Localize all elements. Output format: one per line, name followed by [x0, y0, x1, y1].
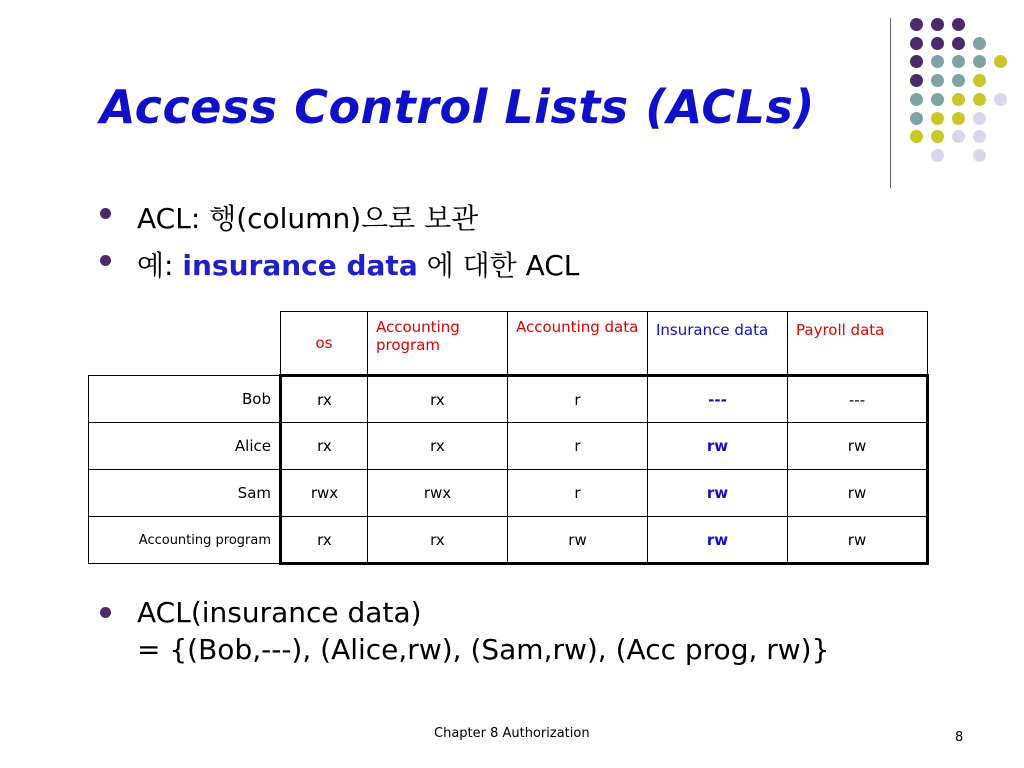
bullet-dot-icon — [100, 255, 111, 266]
decor-dot — [910, 93, 923, 106]
decor-dot — [931, 55, 944, 68]
table-cell: r — [508, 470, 648, 517]
decor-dot — [973, 55, 986, 68]
decor-dot — [973, 130, 986, 143]
table-row — [89, 470, 928, 517]
decor-dot — [931, 130, 944, 143]
decor-dot — [952, 112, 965, 125]
row-header-accounting-program: Accounting program — [89, 517, 281, 564]
decor-dot — [973, 149, 986, 162]
col-header-accounting-data: Accounting data — [508, 312, 648, 376]
col-header-os: os — [281, 312, 368, 376]
decor-dot — [973, 112, 986, 125]
table-cell: rx — [281, 423, 368, 470]
decor-dot — [973, 74, 986, 87]
table-header-row — [89, 312, 928, 376]
col-header-insurance-data: Insurance data — [648, 312, 788, 376]
decor-dot — [931, 93, 944, 106]
table-cell: rw — [648, 470, 788, 517]
bullet-text — [137, 596, 829, 666]
table-row — [89, 517, 928, 564]
bullet-text — [137, 244, 579, 284]
table-cell: rw — [788, 517, 928, 564]
bullet-line-2: = {(Bob,---), (Alice,rw), (Sam,rw), (Acc prog, rw)} — [137, 633, 830, 666]
table-cell: r — [508, 376, 648, 423]
table-cell: --- — [788, 376, 928, 423]
table-corner — [89, 312, 281, 376]
col-header-accounting-program: Accounting program — [368, 312, 508, 376]
decorative-dot-grid — [0, 0, 1024, 200]
table-row — [89, 423, 928, 470]
bullet-rest: 행(column)으로 보관 — [209, 202, 479, 235]
bullet-rest: 에 대한 ACL — [417, 249, 580, 282]
decor-dot — [973, 93, 986, 106]
table-cell: rw — [648, 423, 788, 470]
decor-dot — [973, 37, 986, 50]
table-cell: rwx — [281, 470, 368, 517]
row-header-alice: Alice — [89, 423, 281, 470]
bullet-prefix: 예: — [137, 249, 183, 282]
decor-dot — [910, 74, 923, 87]
decor-dot — [931, 112, 944, 125]
decor-dot — [994, 93, 1007, 106]
decor-dot — [952, 18, 965, 31]
decor-dot — [952, 93, 965, 106]
decor-dot — [931, 18, 944, 31]
decor-dot — [952, 37, 965, 50]
footer-chapter: Chapter 8 Authorization — [434, 726, 590, 741]
decor-dot — [910, 18, 923, 31]
highlight-insurance-data: insurance data — [182, 249, 418, 282]
table-cell: rw — [788, 423, 928, 470]
acl-matrix-table — [88, 311, 929, 565]
table-cell: --- — [648, 376, 788, 423]
bullet-prefix: ACL: — [137, 202, 210, 235]
table-cell: rw — [648, 517, 788, 564]
decor-dot — [994, 55, 1007, 68]
table-row — [89, 376, 928, 423]
bullet-dot-icon — [100, 208, 111, 219]
decor-dot — [931, 37, 944, 50]
decor-dot — [931, 74, 944, 87]
table-cell: rx — [368, 376, 508, 423]
table-cell: rx — [368, 423, 508, 470]
decor-dot — [952, 130, 965, 143]
bullet-line-1: ACL(insurance data) — [137, 596, 422, 629]
table-cell: rw — [788, 470, 928, 517]
col-header-payroll-data: Payroll data — [788, 312, 928, 376]
decor-dot — [952, 55, 965, 68]
decor-dot — [910, 130, 923, 143]
decor-dot — [910, 37, 923, 50]
row-header-bob: Bob — [89, 376, 281, 423]
decor-dot — [931, 149, 944, 162]
row-header-sam: Sam — [89, 470, 281, 517]
table-cell: r — [508, 423, 648, 470]
decor-dot — [952, 74, 965, 87]
table-cell: rx — [281, 517, 368, 564]
table-cell: rx — [281, 376, 368, 423]
table-cell: rw — [508, 517, 648, 564]
footer-page-number: 8 — [955, 730, 964, 745]
decor-dot — [910, 112, 923, 125]
bullet-text — [137, 197, 478, 237]
decor-dot — [910, 55, 923, 68]
table-cell: rwx — [368, 470, 508, 517]
bullet-dot-icon — [100, 607, 111, 618]
table-cell: rx — [368, 517, 508, 564]
slide-title: Access Control Lists (ACLs) — [100, 80, 815, 134]
